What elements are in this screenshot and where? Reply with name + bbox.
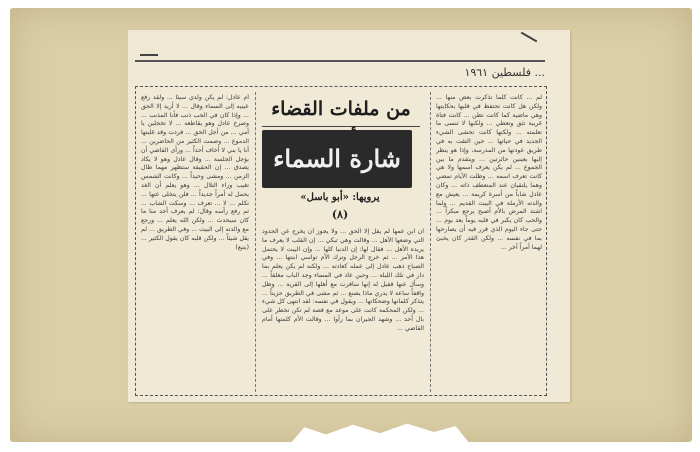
article-column-middle: أن ابن عمها لم يقل إلا الحق ... ولا يجوز أن يخرج عن الحدود التي وضعها الأهل ... وقالت وهي تبكي ... إن القلب لا يعرف ما يريده الأهل ... فقال لها: إن الدنيا كلها ... وإن البيت لا يحتمل هذا الأمر ... ثم خرج الرجل وترك الأم تواسي ابنتها ... وفي الصباح ذهب عادل إلى عمله كعادته ... ولكنه لم يكن يعلم بما دار في تلك الليلة ... وحين عاد في المساء وجد الباب مغلقاً ... وسأل عنها فقيل له إنها سافرت مع أهلها إلى القرية ... وظل واقفاً ساعة لا يدري ماذا يصنع ... ثم مشى في الطريق حزيناً ... يتذكر كلماتها وضحكاتها ... ويقول في نفسه: لقد انتهى كل شيء ... ولكن المحكمة كانت على موعد مع قصة لم تكن تخطر على بال أحد ... وشهد الجيران بما رأوا ... وقالت الأم كلمتها أمام القاضي ... — [262, 228, 424, 332]
pin-mark-left — [140, 54, 158, 56]
header-rule — [135, 60, 545, 62]
column-separator-left — [255, 92, 256, 392]
article-column-left: أم عادل: لم يكن ولدي سيئاً ... ولقد رفع عينيه إلى السماء وقال ... لا أريد إلا الحق ... وإذا كان في الحب ذنب فأنا المذنب ... وصرخ عادل وهو يقاطعه ... لا تخجلين يا أمي ... من أجل الحق ... فردت وقد غلبتها الدموع ... وصمت الكثير من الحاضرين ... أنا يا بني لا أخاف أحداً ... ورأى القاضي أن يؤجل الجلسة ... وقال عادل وهو لا يكاد يصدق ... إن الحقيقة ستظهر مهما طال الزمن ... ومشى وحيداً ... وكانت الشمس تغيب وراء التلال ... وهو يعلم أن الغد يحمل له أمراً جديداً ... فلن يتخلى عنها ... تكلم ... لا ... تعرف ... وسكت الشاب ... ثم رفع رأسه وقال: لم يعرف أحد منا ما كان سيحدث ... ولكن الله يعلم ... ورجع مع والدته إلى البيت ... وفي الطريق ... لم يقل شيئاً ... ولكن قلبه كان يقول الكثير ... (يتبع) — [141, 94, 249, 251]
column-separator-right — [430, 92, 431, 392]
article-column-right: لم ... كانت كلما تذكرت بعض منها ... ولكن هل كانت تحتفظ في قلبها بحكايتها وهي ماضية كما كانت تظن ... كانت فتاة غريبة تثق وتعطي ... ولكنها لا تنسى ما تعلمته ... ولكنها كانت تخشى الشيء الجديد في حياتها ... حين التقت به في طريق عودتها من المدرسة، وإذا هو ينظر إليها بعينين حائرتين ... ويتقدم ما بين الجموع ... لم يكن يعرف اسمها ولا هي كانت تعرف اسمه ... وظلت الأيام تمضي وهما يلتقيان عند المنعطف ذاته ... وكان عادل شاباً من أسرة كريمة ... يعيش مع والدته الأرملة في البيت القديم ... ولما اشتد المرض بالأم أصبح يرجع مبكراً ... والحب كان يكبر في قلبه يوماً بعد يوم ... حتى جاء اليوم الذي قرر فيه أن يصارحها بما في نفسه ... ولكن القدر كان يخبئ لهما أمراً آخر ... — [436, 94, 542, 251]
article-author: يرويها: «أبو باسل» — [300, 192, 380, 203]
story-title-banner: شارة السماء — [262, 130, 412, 188]
article-episode-number: (٨) — [331, 208, 349, 221]
article-series-title: من ملفات القضاء — [262, 94, 420, 127]
header-date: ... فلسطين ١٩٦١ — [464, 66, 545, 79]
